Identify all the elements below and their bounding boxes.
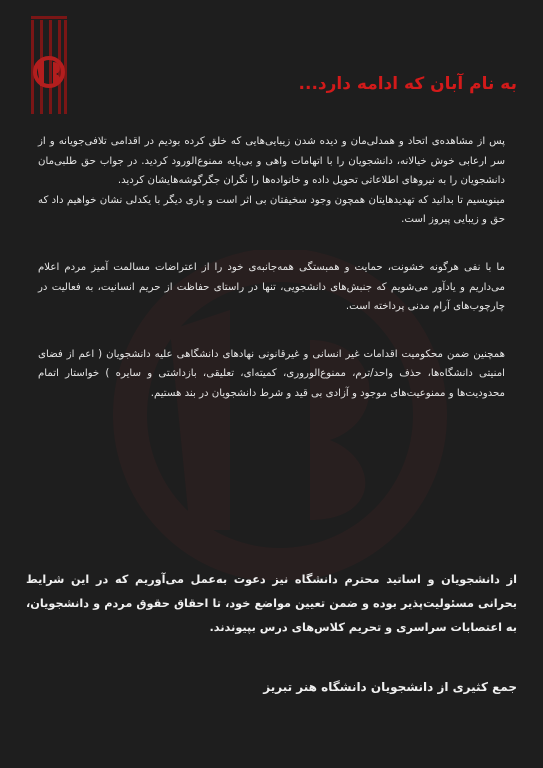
strike-appeal: از دانشجویان و اساتید محترم دانشگاه نیز دعوت به‌عمل می‌آوریم که در این شرایط بحرانی مسئولیت‌پذیر بوده و ضمن تعیین مواضع خود، تا احقاق حقوق مردم و دانشجویان، به اعتصابات سراسری و تحریم کلاس‌های درس بپیوندند. — [26, 573, 517, 634]
statement-body — [38, 132, 505, 432]
paragraph-warning: مینویسیم تا بدانید که تهدیدهایتان همچون وجود سخیفتان بی اثر است و باری دیگر با یکدلی نشان خواهیم داد که حق و زیبایی پیروز است. — [38, 194, 505, 226]
signature: جمع کثیری از دانشجویان دانشگاه هنر تبریز — [263, 680, 517, 694]
page-title: به نام آبان که ادامه دارد... — [298, 74, 517, 94]
paragraph-accusation: پس از مشاهده‌ی اتحاد و همدلی‌مان و دیده شدن زیبایی‌هایی که خلق کرده بودیم در اقدامی تلافی‌جویانه و از سر ارعابی خوش خیالانه، دانشجویان را با اتهامات واهی و بی‌پایه ممنوع‌الورود کردید. در جواب حق طلبی‌مان دانشجویان را به نیروهای اطلاعاتی تحویل داده و خانواده‌ها را نگران جگرگوشه‌هایشان کردید. — [38, 136, 505, 187]
prison-bars-logo — [28, 14, 70, 116]
paragraph-demands: همچنین ضمن محکومیت اقدامات غیر انسانی و غیرقانونی نهادهای دانشگاهی علیه دانشجویان ( اعم از فضای امنیتی دانشگاه‌ها، حذف واحد/ترم، ممنوع‌الوروری، کمیته‌ای، تعلیقی، بازداشتی و سایره ) خواستار اتمام محدودیت‌ها و ممنوعیت‌های موجود و آزادی بی قید و شرط دانشجویان در بند هستیم. — [38, 348, 505, 399]
paragraph-solidarity: ما با نفی هرگونه خشونت، حمایت و همبستگی همه‌جانبه‌ی خود را از اعتراضات مسالمت آمیز مردم اعلام می‌داریم و یادآور می‌شویم که جنبش‌های دانشجویی، تنها در راستای حفاظت از حریم انسانیت، به فعالیت در چارچوب‌های آرام مدنی پرداخته است. — [38, 261, 505, 313]
